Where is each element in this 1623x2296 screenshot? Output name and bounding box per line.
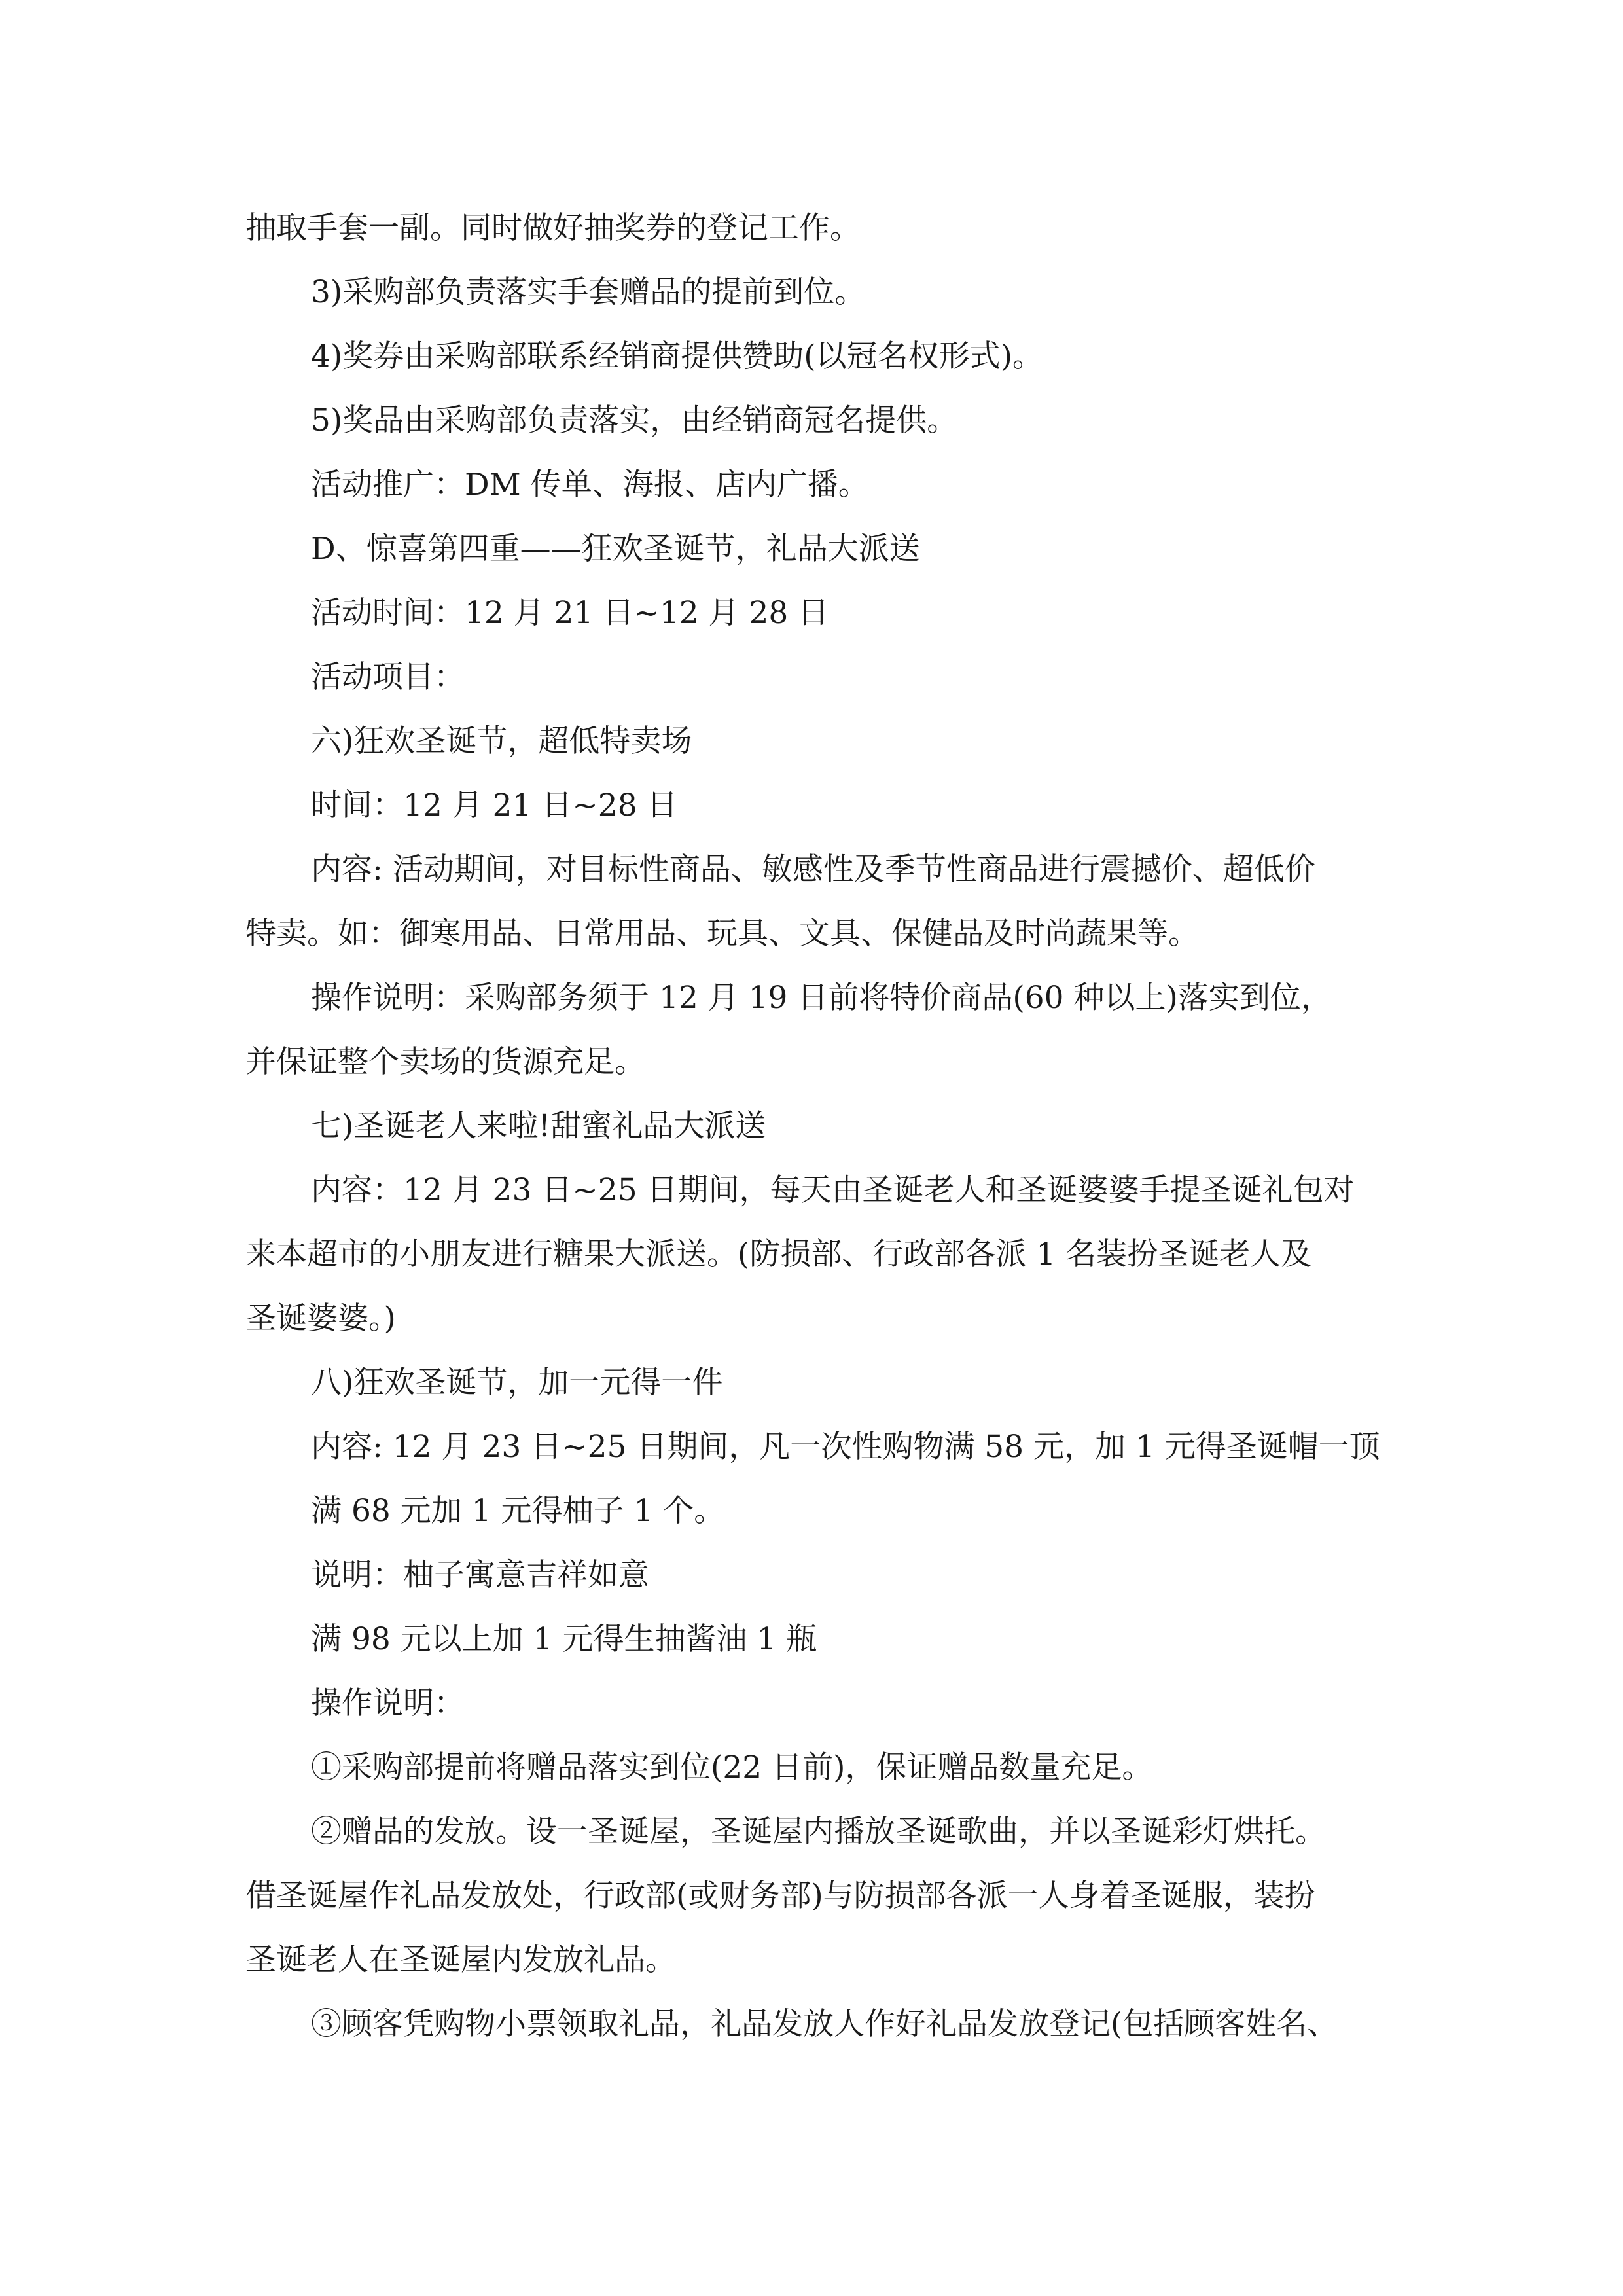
- paragraph-line: 满 98 元以上加 1 元得生抽酱油 1 瓶: [311, 1621, 817, 1657]
- paragraph-line: 时间：12 月 21 日~28 日: [311, 787, 678, 823]
- paragraph-line: 活动时间：12 月 21 日~12 月 28 日: [311, 595, 829, 631]
- paragraph-line: 说明：柚子寓意吉祥如意: [311, 1557, 649, 1593]
- document-body: [245, 196, 1384, 2056]
- paragraph-line: 内容：12 月 23 日~25 日期间，每天由圣诞老人和圣诞婆婆手提圣诞礼包对: [311, 1172, 1355, 1208]
- paragraph-line: 抽取手套一副。同时做好抽奖券的登记工作。: [245, 210, 861, 246]
- paragraph-line: 借圣诞屋作礼品发放处，行政部(或财务部)与防损部各派一人身着圣诞服，装扮: [245, 1878, 1315, 1914]
- paragraph-line: 活动推广：DM 传单、海报、店内广播。: [311, 467, 869, 503]
- paragraph-line: 内容: 活动期间，对目标性商品、敏感性及季节性商品进行震撼价、超低价: [311, 852, 1315, 888]
- item-heading: 七)圣诞老人来啦!甜蜜礼品大派送: [311, 1108, 766, 1144]
- paragraph-line: ①采购部提前将赠品落实到位(22 日前)，保证赠品数量充足。: [311, 1749, 1153, 1785]
- paragraph-line: 活动项目：: [311, 659, 465, 695]
- paragraph-line: 并保证整个卖场的货源充足。: [245, 1044, 645, 1080]
- section-heading: D、惊喜第四重——狂欢圣诞节，礼品大派送: [311, 531, 920, 567]
- paragraph-line: 5)奖品由采购部负责落实，由经销商冠名提供。: [311, 403, 958, 439]
- item-heading: 八)狂欢圣诞节，加一元得一件: [311, 1365, 723, 1401]
- paragraph-line: 内容: 12 月 23 日~25 日期间，凡一次性购物满 58 元，加 1 元得圣诞帽一顶: [311, 1429, 1380, 1465]
- paragraph-line: 圣诞婆婆。): [245, 1300, 396, 1336]
- paragraph-line: 圣诞老人在圣诞屋内发放礼品。: [245, 1942, 676, 1978]
- paragraph-line: ③顾客凭购物小票领取礼品，礼品发放人作好礼品发放登记(包括顾客姓名、: [311, 2006, 1338, 2042]
- paragraph-line: ②赠品的发放。设一圣诞屋，圣诞屋内播放圣诞歌曲，并以圣诞彩灯烘托。: [311, 1814, 1326, 1850]
- paragraph-line: 4)奖券由采购部联系经销商提供赞助(以冠名权形式)。: [311, 338, 1043, 374]
- paragraph-line: 特卖。如：御寒用品、日常用品、玩具、文具、保健品及时尚蔬果等。: [245, 916, 1199, 952]
- paragraph-line: 3)采购部负责落实手套赠品的提前到位。: [311, 274, 866, 310]
- paragraph-line: 满 68 元加 1 元得柚子 1 个。: [311, 1493, 725, 1529]
- paragraph-line: 操作说明：: [311, 1685, 465, 1721]
- paragraph-line: 来本超市的小朋友进行糖果大派送。(防损部、行政部各派 1 名装扮圣诞老人及: [245, 1236, 1312, 1272]
- paragraph-line: 操作说明：采购部务须于 12 月 19 日前将特价商品(60 种以上)落实到位，: [311, 980, 1332, 1016]
- item-heading: 六)狂欢圣诞节，超低特卖场: [311, 723, 692, 759]
